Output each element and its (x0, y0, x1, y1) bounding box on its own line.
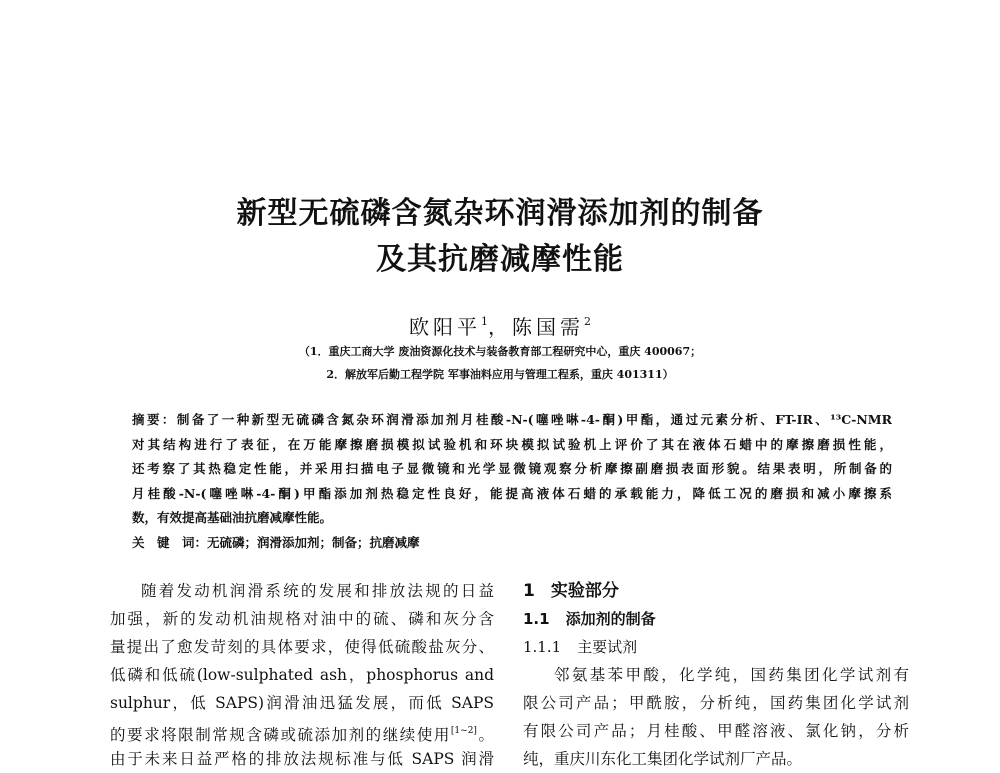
authors (0, 311, 1000, 340)
author-1: 欧阳平 (409, 315, 481, 339)
author-1-affil-mark: 1 (481, 315, 488, 328)
title-line-1: 新型无硫磷含氮杂环润滑添加剂的制备 (236, 196, 764, 231)
right-column (523, 577, 909, 773)
section-title: 添加剂的制备 (565, 610, 656, 628)
abstract-text: 制备了一种新型无硫磷含氮杂环润滑添加剂月桂酸-N-(噻唑啉-4-酮)甲酯，通过元素分析、FT-IR、¹³C-NMR (176, 412, 892, 427)
body-line: 低磷和低硫(low-sulphated ash，phosphorus and (110, 666, 494, 684)
body-line: 量提出了愈发苛刻的具体要求，使得低硫酸盐灰分、 (110, 638, 494, 656)
body-punct: 。 (476, 726, 494, 744)
abstract-label: 摘要： (132, 412, 177, 427)
body-line (110, 717, 494, 745)
body-line: 邻氨基苯甲酸，化学纯，国药集团化学试剂有 (554, 666, 909, 684)
author-2-affil-mark: 2 (584, 315, 591, 328)
keywords-line (132, 531, 892, 556)
affiliation-2: 2．解放军后勤工程学院 军事油料应用与管理工程系，重庆 401311） (326, 368, 674, 381)
body-line: 由于未来日益严格的排放法规标准与低 SAPS 润滑 (110, 750, 494, 768)
section-number: 1.1 (523, 610, 550, 628)
abstract-line: 数，有效提高基础油抗磨减摩性能。 (132, 510, 333, 525)
body-line: 有限公司产品；月桂酸、甲醛溶液、氯化钠，分析 (523, 722, 909, 740)
abstract-block (132, 408, 892, 555)
abstract-line: 月桂酸-N-(噻唑啉-4-酮)甲酯添加剂热稳定性良好，能提高液体石蜡的承载能力，降低工况的磨损和减小摩擦系 (132, 485, 892, 501)
section-title: 实验部分 (550, 581, 619, 601)
body-line: 随着发动机润滑系统的发展和排放法规的日益 (141, 582, 494, 600)
affiliation-1: （1．重庆工商大学 废油资源化技术与装备教育部工程研究中心，重庆 400067； (298, 345, 702, 358)
section-heading-1 (523, 577, 909, 605)
left-column (110, 577, 494, 773)
body-line: 纯，重庆川东化工集团化学试剂厂产品。 (523, 750, 803, 768)
body-line: 限公司产品；甲酰胺，分析纯，国药集团化学试剂 (523, 694, 909, 712)
body-text: 的要求将限制常规含磷或硫添加剂的继续使用 (110, 726, 451, 744)
body-line: sulphur，低 SAPS)润滑油迅猛发展，而低 SAPS (110, 694, 494, 712)
section-heading-1-1 (523, 605, 909, 633)
section-number: 1.1.1 (523, 638, 562, 656)
keywords-label: 关 键 词： (132, 534, 208, 550)
section-heading-1-1-1 (523, 633, 909, 661)
author-separator: ， (488, 315, 512, 339)
abstract-line (132, 408, 892, 433)
body-line: 加强，新的发动机油规格对油中的硫、磷和灰分含 (110, 610, 494, 628)
section-title: 主要试剂 (577, 638, 638, 656)
citation-mark: [1~2] (450, 726, 477, 736)
title-line-2: 及其抗磨减摩性能 (376, 242, 624, 277)
keywords-text: 无硫磷；润滑添加剂；制备；抗磨减摩 (207, 534, 420, 550)
section-number: 1 (523, 581, 535, 601)
author-2: 陈国需 (512, 315, 584, 339)
abstract-line: 还考察了其热稳定性能，并采用扫描电子显微镜和光学显微镜观察分析摩擦副磨损表面形貌。结果表明，所制备的 (132, 461, 892, 476)
abstract-line: 对其结构进行了表征，在万能摩擦磨损模拟试验机和环块模拟试验机上评价了其在液体石蜡中的摩擦磨损性能， (132, 436, 892, 452)
